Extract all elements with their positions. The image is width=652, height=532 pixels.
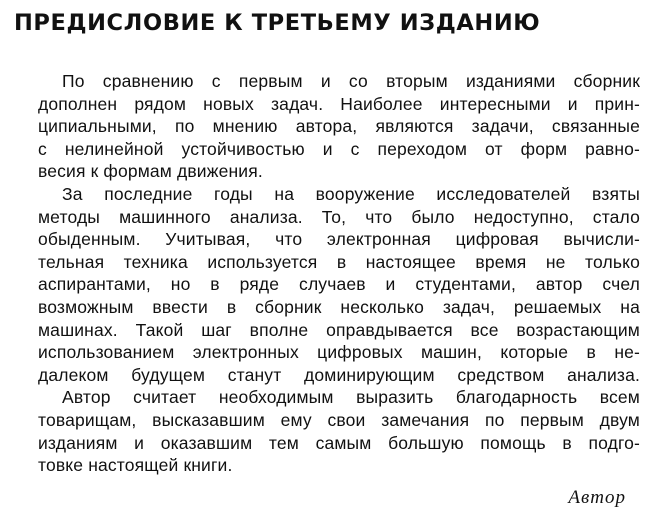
text-line: далеком будущем станут доминирующим средством анализа. xyxy=(38,364,640,385)
text-line: товке настоящей книги. xyxy=(38,455,233,476)
text-line: изданиям и оказавшим тем самым большую помощь в подго- xyxy=(38,432,640,453)
text-line: Автор считает необходимым выразить благодарность всем xyxy=(62,387,640,408)
paragraph-3 xyxy=(14,386,640,476)
text-line: аспирантами, но в ряде случаев и студентами, автор счел xyxy=(38,274,640,295)
text-line: с нелинейной устойчивостью и с переходом от форм равно- xyxy=(38,138,640,159)
paragraph-1 xyxy=(14,70,640,183)
text-line: По сравнению с первым и со вторым изданиями сборник xyxy=(62,71,640,91)
text-line: методы машинного анализа. То, что было недоступно, стало xyxy=(38,206,640,227)
paragraph-2 xyxy=(14,183,640,386)
text-line: дополнен рядом новых задач. Наиболее интересными и прин- xyxy=(38,93,640,114)
text-line: обыденным. Учитывая, что электронная цифровая вычисли- xyxy=(38,229,640,250)
text-line: возможным ввести в сборник несколько задач, решаемых на xyxy=(38,296,640,317)
text-line: тельная техника используется в настоящее время не только xyxy=(38,251,640,272)
text-line: машинах. Такой шаг вполне оправдывается все возрастающим xyxy=(38,319,640,340)
text-line: ципиальными, по мнению автора, являются задачи, связанные xyxy=(38,116,640,137)
author-signature: Автор xyxy=(568,486,626,508)
text-line: За последние годы на вооружение исследователей взяты xyxy=(62,183,640,204)
page-title: ПРЕДИСЛОВИЕ К ТРЕТЬЕМУ ИЗДАНИЮ xyxy=(14,10,541,36)
preface-body xyxy=(14,70,640,477)
text-line: использованием электронных цифровых машин, которые в не- xyxy=(38,342,640,363)
text-line: весия к формам движения. xyxy=(38,161,263,182)
text-line: товарищам, высказавшим ему свои замечания по первым двум xyxy=(38,409,640,430)
